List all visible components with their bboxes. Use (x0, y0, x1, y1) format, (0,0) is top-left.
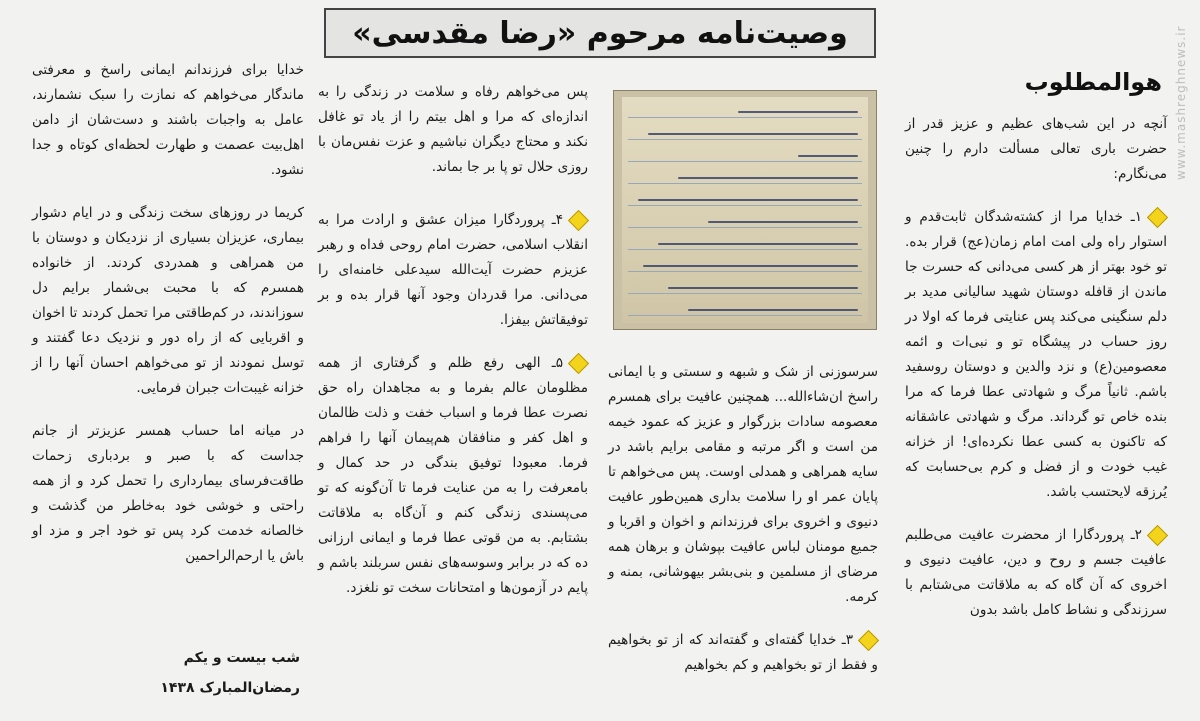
watermark: www.mashreghnews.ir (1174, 25, 1188, 180)
column-3 (318, 80, 588, 619)
handwriting-stroke (638, 199, 858, 201)
paragraph-3-continued: پس می‌خواهم رفاه و سلامت در زندگی را به اندازه‌ای که مرا و اهل بیتم را از یاد تو غافل نکند و محتاج دیگران نباشیم و عزت نفس‌مان با روزی حلال تو پا بر جا بماند. (318, 84, 588, 175)
paragraph-text: پروردگارا میزان عشق و ارادت مرا به انقلاب اسلامی، حضرت امام روحی فداه و رهبر عزیزم حضرت آیت‌الله سیدعلی خامنه‌ای را می‌دانی. مرا قدردان وجود آنها قرار بده و بر توفیقاتش بیفزا. (318, 212, 588, 328)
handwriting-stroke (688, 309, 858, 311)
signature-line-2: رمضان‌المبارک ۱۴۳۸ (160, 680, 300, 696)
bullet-diamond-icon (1147, 524, 1168, 545)
page-title: وصیت‌نامه مرحوم «رضا مقدسی» (352, 15, 848, 51)
column-4 (32, 58, 304, 587)
paragraph-text: پروردگارا از محضرت عافیت می‌طلبم عافیت جسم و روح و دین، عافیت دنیوی و اخروی که آن گاه که به ملاقاتت می‌شتابم با سرزندگی و نشاط کامل باشد بدون (905, 527, 1167, 618)
handwriting-stroke (648, 133, 858, 135)
paragraph-number: ۵ـ (551, 355, 563, 371)
manuscript-rule-line (628, 227, 862, 228)
paragraph-8: در میانه اما حساب همسر عزیزتر از جانم جداست که با صبر و بردباری زحمات طاقت‌فرسای بیمارداری را تحمل کرد و از همه راحتی و خوشی خود به‌خاطر من گذشت و خالصانه خدمت کرد پس تو خود اجر و مزد او باش یا ارحم‌الراحمین (32, 423, 304, 564)
paragraph-4 (318, 208, 588, 333)
handwriting-stroke (668, 287, 858, 289)
paragraph-text: خدایا مرا از کشته‌شدگان ثابت‌قدم و استوار راه ولی امت امام زمان(عج) قرار بده. تو خود بهتر از هر کسی می‌دانی که حسرت جا ماندن از قافله دوستان شهید سالیانی مدید بر دلم سنگینی می‌کند پس عنایتی فرما که اولا در روز حساب در پیشگاه تو و نبی‌ات و ائمه معصومین(ع) و نزد والدین و دوستان روسفید باشم. ثانیاً مرگ و شهادتی عطا فرما که مرا بنده خاص تو گرداند. مرگ و شهادتی عاشقانه که تاکنون به کسی عطا نکرده‌ای! از خزانه غیب خودت و از فضل و کرم بی‌حسابت که یُرزقه لایحتسب باشد. (905, 209, 1167, 500)
paragraph-7: کریما در روزهای سخت زندگی و در ایام دشوار بیماری، عزیزان بسیاری از نزدیکان و دوستان با من همراهی و همدردی کردند. از خانواده همسرم که با محبت بی‌شمار برایم دل سوزاندند، در کم‌طاقتی مرا تحمل کردند تا اخوان و اقربایی که از راه دور و نزدیک دعا گفتند و توسل نمودند از تو می‌خواهم احسان آنها را از خزانه غیبت‌ات جبران فرمایی. (32, 205, 304, 396)
manuscript-rule-line (628, 205, 862, 206)
paragraph-text: الهی رفع ظلم و گرفتاری از همه مظلومان عالم بفرما و به مجاهدان راه حق نصرت عطا فرما و اسباب خفت و ذلت ظالمان و اهل کفر و منافقان هم‌پیمان آنها را فراهم فرما. معبودا توفیق بندگی در حد کمال و بامعرفت را به من عنایت فرما تا آن‌گونه که تو می‌پسندی زندگی کنم و آن‌گاه به ملاقاتت بشتابم. به من قوتی عطا فرما و ایمانی ارزانی ده که در برابر وسوسه‌های نفس سربلند باشم و پایم در آزمون‌ها و امتحانات سخت تو نلغزد. (318, 355, 588, 596)
manuscript-rule-line (628, 117, 862, 118)
manuscript-rule-line (628, 161, 862, 162)
handwriting-stroke (658, 243, 858, 245)
signature-line-1: شب بیست و یکم (183, 650, 300, 666)
intro-paragraph: آنچه در این شب‌های عظیم و عزیز قدر از حضرت باری تعالی مسألت دارم را چنین می‌نگارم: (905, 116, 1167, 182)
handwriting-stroke (708, 221, 858, 223)
bullet-diamond-icon (568, 209, 589, 230)
handwriting-stroke (798, 155, 858, 157)
paragraph-2-continued: سرسوزنی از شک و شبهه و سستی و با ایمانی راسخ ان‌شاءالله... همچنین عافیت برای همسرم معصومه سادات بزرگوار و عزیز که عمود خیمه من است و اگر مرتبه و مقامی برایم باشد در سایه همراهی و همدلی اوست. پس می‌خواهم تا پایان عمر او را سلامت بداری همین‌طور عافیت دنیوی و اخروی برای فرزندانم و اخوان و اقربا و جمیع مومنان لباس عافیت بپوشان و برهان همه مرضای از مسلمین و بنی‌بشر بیهوشانی، بمنه و کرمه. (608, 364, 878, 605)
manuscript-rule-line (628, 139, 862, 140)
paragraph-5 (318, 351, 588, 601)
paragraph-2 (905, 523, 1167, 623)
bullet-diamond-icon (858, 629, 879, 650)
paragraph-6: خدایا برای فرزندانم ایمانی راسخ و معرفتی ماندگار می‌خواهم که نمازت را سبک نشمارند، عامل به واجبات باشند و دست‌شان از دامن اهل‌بیت عصمت و طهارت لحظه‌ای کوتاه و جدا نشود. (32, 62, 304, 178)
handwriting-stroke (738, 111, 858, 113)
manuscript-rule-line (628, 271, 862, 272)
heading: هوالمطلوب (1024, 68, 1162, 96)
paragraph-number: ۴ـ (551, 212, 563, 228)
handwriting-stroke (643, 265, 858, 267)
paragraph-number: ۲ـ (1130, 527, 1142, 543)
manuscript-rule-line (628, 315, 862, 316)
paragraph-3 (608, 628, 878, 678)
paragraph-1 (905, 205, 1167, 505)
bullet-diamond-icon (1147, 206, 1168, 227)
manuscript-photo (613, 90, 877, 330)
paragraph-number: ۳ـ (841, 632, 853, 648)
paragraph-text: خدایا گفته‌ای و گفته‌اند که از تو بخواهیم و فقط از تو بخواهیم و کم بخواهیم (608, 632, 878, 673)
manuscript-rule-line (628, 183, 862, 184)
paragraph-number: ۱ـ (1130, 209, 1142, 225)
manuscript-sheet (622, 97, 868, 323)
bullet-diamond-icon (568, 352, 589, 373)
title-box (324, 8, 876, 58)
manuscript-rule-line (628, 293, 862, 294)
column-2 (608, 360, 878, 696)
manuscript-rule-line (628, 249, 862, 250)
handwriting-stroke (678, 177, 858, 179)
column-1 (905, 112, 1167, 641)
